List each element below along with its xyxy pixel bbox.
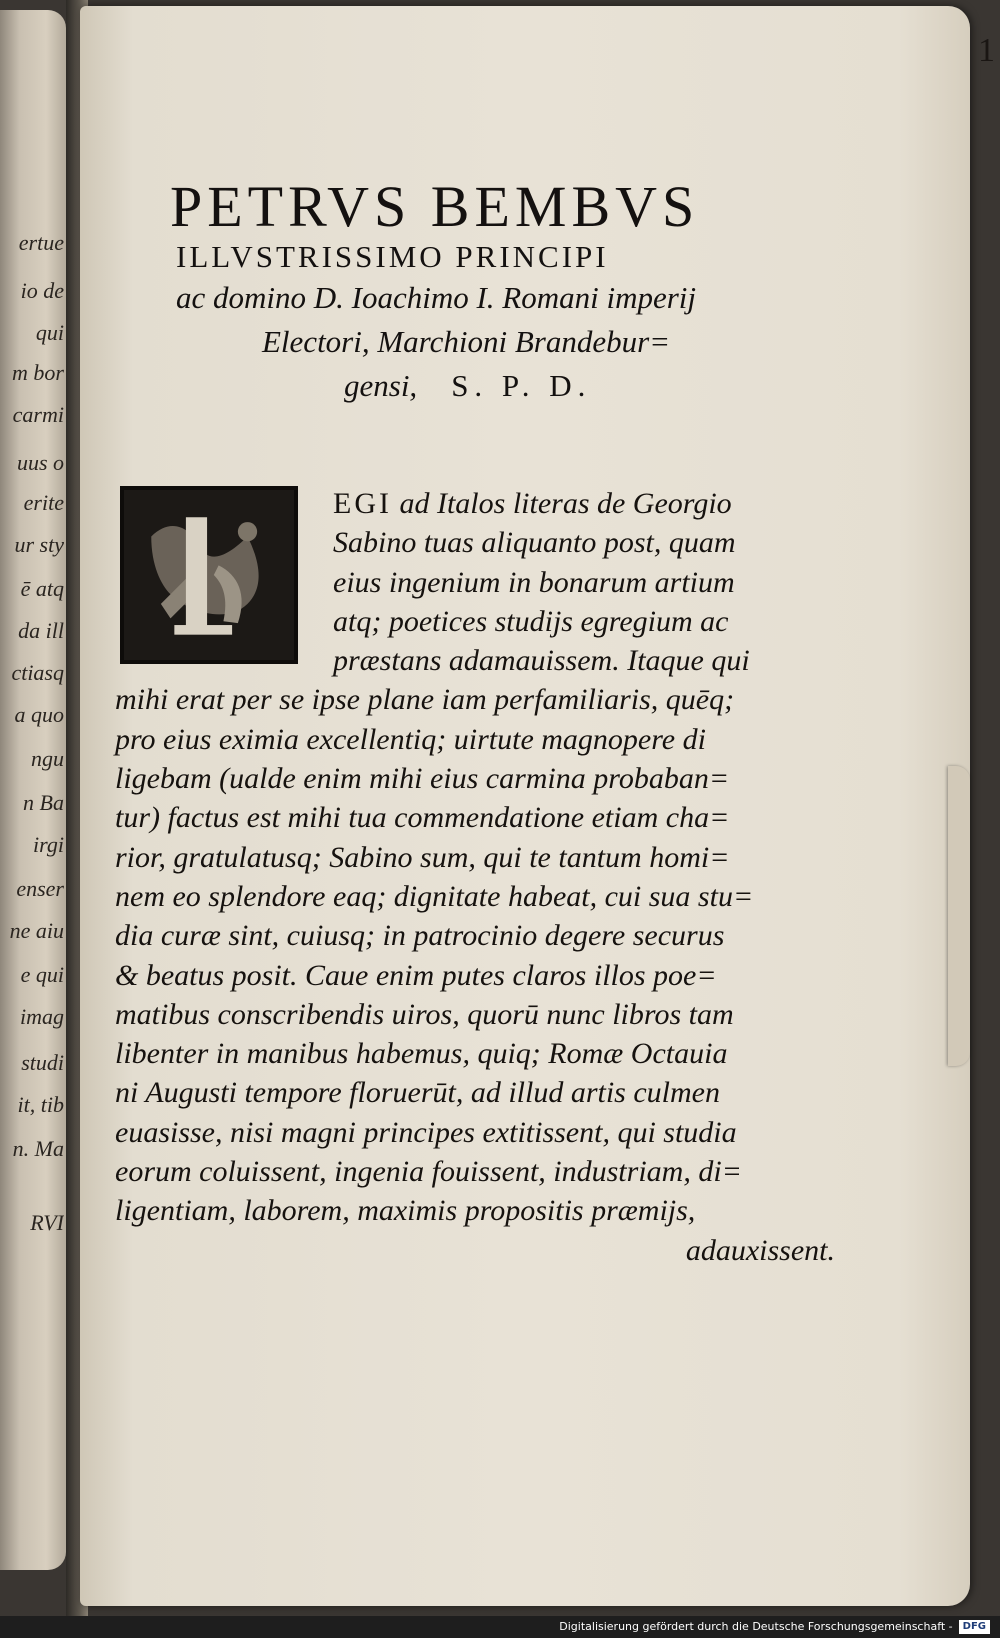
- left-page-fragment: n Ba: [23, 790, 64, 815]
- body-line: præstans adamauissem. Itaque qui: [333, 644, 750, 678]
- left-page-fragment: da ill: [18, 618, 64, 643]
- body-line: mihi erat per se ipse plane iam perfamiliaris, quēq;: [115, 683, 735, 717]
- left-page-fragment: ertue: [18, 230, 64, 255]
- digitization-credit: [0, 1616, 1000, 1638]
- letter-heading: [140, 176, 780, 408]
- first-word: EGI: [333, 487, 392, 520]
- left-page-fragment: RVI: [30, 1210, 64, 1235]
- left-page-fragment: ngu: [31, 746, 64, 771]
- left-facing-page: [0, 10, 66, 1570]
- left-page-fragment: carmi: [12, 402, 64, 427]
- dfg-logo: DFG: [959, 1620, 990, 1634]
- left-page-fragment: ctiasq: [11, 660, 64, 685]
- left-page-fragment: irgi: [33, 832, 64, 857]
- left-page-fragment: ē atq: [20, 576, 64, 601]
- left-page-fragment: erite: [23, 490, 64, 515]
- page-edge-tab: [948, 766, 970, 1066]
- left-page-fragment: uus o: [16, 450, 64, 475]
- folio-number: 1: [978, 32, 995, 69]
- left-page-fragment: ur sty: [14, 532, 64, 557]
- body-line: euasisse, nisi magni principes extitissent, qui studia: [115, 1115, 737, 1149]
- body-line: adauxissent.: [685, 1233, 835, 1267]
- right-page: [80, 6, 995, 1606]
- body-line: & beatus posit. Caue enim putes claros illos poe=: [115, 958, 717, 992]
- body-line-text: ad Italos literas de Georgio: [399, 487, 732, 520]
- body-line: atq; poetices studijs egregium ac: [333, 604, 729, 638]
- heading-address: ILLVSTRISSIMO PRINCIPI: [176, 239, 609, 274]
- left-page-fragment: a quo: [14, 702, 64, 727]
- heading-recipient-line-1: ac domino D. Ioachimo I. Romani imperij: [176, 280, 697, 315]
- body-line: eius ingenium in bonarum artium: [333, 565, 735, 599]
- body-line: [115, 484, 855, 523]
- body-line: rior, gratulatusq; Sabino sum, qui te tantum homi=: [115, 840, 730, 874]
- heading-recipient-word: gensi,: [344, 368, 418, 403]
- letter-body: [115, 484, 855, 1270]
- body-line: Sabino tuas aliquanto post, quam: [333, 526, 736, 560]
- body-line: nem eo splendore eaq; dignitate habeat, cui sua stu=: [115, 879, 754, 913]
- heading-author: PETRVS BEMBVS: [170, 174, 700, 239]
- left-page-fragment: io de: [20, 278, 64, 303]
- left-page-fragment: ne aiu: [9, 918, 64, 943]
- body-line: ligentiam, laborem, maximis propositis præmijs,: [115, 1194, 696, 1228]
- left-page-fragment: m bor: [12, 360, 64, 385]
- left-page-fragment: e qui: [20, 962, 64, 987]
- heading-recipient-line-3: [344, 364, 780, 408]
- left-page-fragment: imag: [20, 1004, 64, 1029]
- left-page-fragment: enser: [16, 876, 64, 901]
- left-page-fragment: qui: [35, 320, 64, 345]
- body-line: eorum coluissent, ingenia fouissent, industriam, di=: [115, 1155, 742, 1189]
- body-line: matibus conscribendis uiros, quorū nunc libros tam: [115, 997, 734, 1031]
- body-line: dia curæ sint, cuiusq; in patrocinio degere securus: [115, 919, 725, 953]
- heading-recipient-line-2: Electori, Marchioni Brandebur=: [262, 324, 671, 359]
- credit-text: Digitalisierung gefördert durch die Deutsche Forschungsgemeinschaft -: [559, 1620, 953, 1633]
- body-line: ni Augusti tempore floruerūt, ad illud artis culmen: [115, 1076, 720, 1110]
- body-line: libenter in manibus habemus, quiq; Romæ Octauia: [115, 1037, 728, 1071]
- salutation-abbrev: S. P. D.: [451, 368, 592, 403]
- left-page-fragment: studi: [21, 1050, 64, 1075]
- left-page-fragment: it, tib: [17, 1092, 64, 1117]
- body-line: tur) factus est mihi tua commendatione etiam cha=: [115, 801, 730, 835]
- body-line: pro eius eximia excellentiq; uirtute magnopere di: [115, 722, 706, 756]
- body-line: ligebam (ualde enim mihi eius carmina probaban=: [115, 762, 730, 796]
- left-page-fragment: n. Ma: [12, 1136, 64, 1161]
